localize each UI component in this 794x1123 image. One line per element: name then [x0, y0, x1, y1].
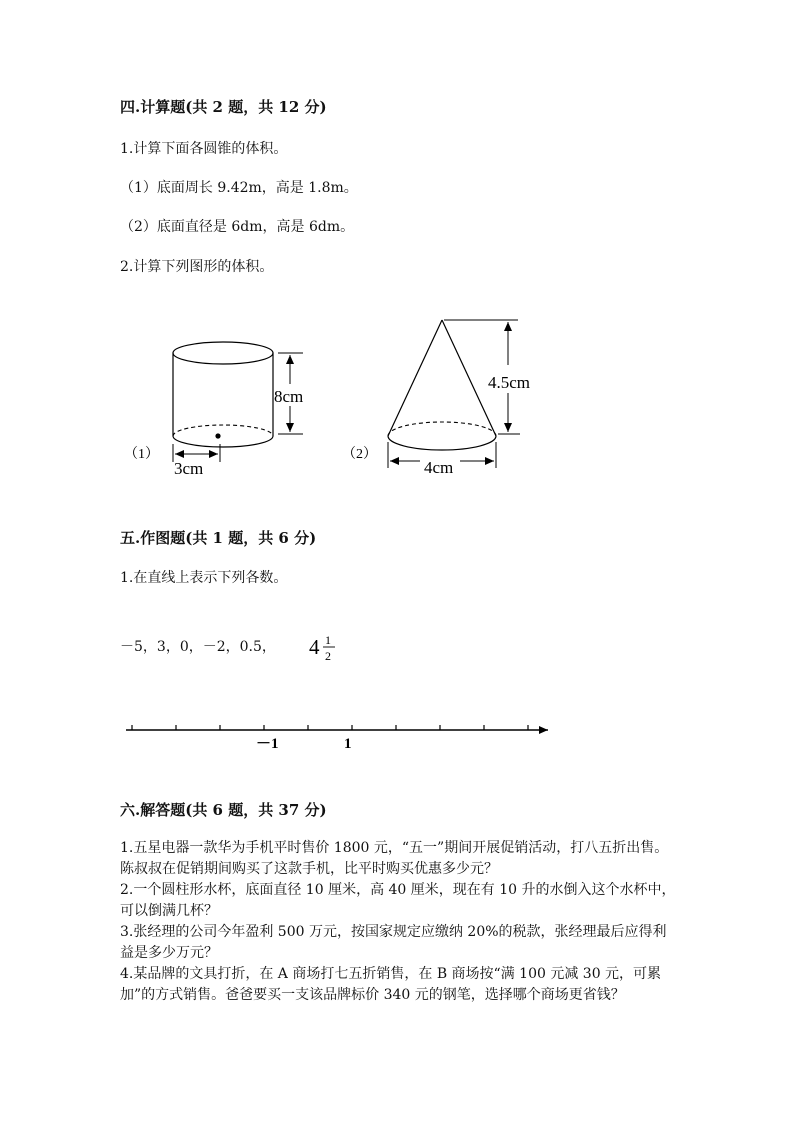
- solid-figures: [110, 310, 550, 485]
- cone-figure: [388, 320, 520, 468]
- mixed-denominator: 2: [325, 649, 331, 663]
- cone-diameter-label: 4cm: [424, 458, 454, 477]
- axis-label-1: 1: [344, 736, 352, 752]
- section5-q1: 1.在直线上表示下列各数。: [120, 570, 288, 586]
- section5-heading: 五.作图题(共 1 题，共 6 分): [120, 529, 317, 547]
- axis-ticks: [132, 725, 528, 730]
- number-line: [120, 718, 560, 752]
- center-dot: [215, 433, 220, 438]
- figure2-label: （2）: [342, 447, 377, 462]
- cylinder-radius-label: 3cm: [174, 459, 204, 478]
- numbers-list: －5，3，0，－2，0.5，: [120, 639, 276, 655]
- section4-q1-2: （2）底面直径是 6dm，高是 6dm。: [120, 219, 355, 235]
- section6-q4: 4.某品牌的文具打折，在 A 商场打七五折销售，在 B 商场按“满 100 元减 30 元，可累加”的方式销售。爸爸要买一支该品牌标价 340 元的钢笔，选择哪个商场更省钱？: [120, 966, 662, 1003]
- section6-q2: 2.一个圆柱形水杯，底面直径 10 厘米，高 40 厘米，现在有 10 升的水倒入这个水杯中，可以倒满几杯？: [120, 882, 676, 919]
- mixed-whole: 4: [309, 635, 320, 659]
- mixed-numerator: 1: [325, 633, 331, 647]
- section4-q1-1: （1）底面周长 9.42m，高是 1.8m。: [120, 180, 358, 196]
- section4-q1: 1.计算下面各圆锥的体积。: [120, 141, 288, 157]
- axis-label-neg1: －1: [256, 736, 279, 752]
- section4-heading: 四.计算题(共 2 题，共 12 分): [120, 98, 327, 116]
- mixed-number: [305, 628, 345, 666]
- figure1-label: （1）: [124, 447, 159, 462]
- section6-heading: 六.解答题(共 6 题，共 37 分): [120, 801, 327, 819]
- section6-q1: 1.五星电器一款华为手机平时售价 1800 元，“五一”期间开展促销活动，打八五折出售。陈叔叔在促销期间购买了这款手机，比平时购买优惠多少元？: [120, 840, 669, 877]
- cone-height-label: 4.5cm: [488, 373, 531, 392]
- section6-q3: 3.张经理的公司今年盈利 500 万元，按国家规定应缴纳 20%的税款，张经理最后应得利益是多少万元？: [120, 924, 667, 961]
- cylinder-height-label: 8cm: [274, 387, 304, 406]
- section4-q2: 2.计算下列图形的体积。: [120, 259, 274, 275]
